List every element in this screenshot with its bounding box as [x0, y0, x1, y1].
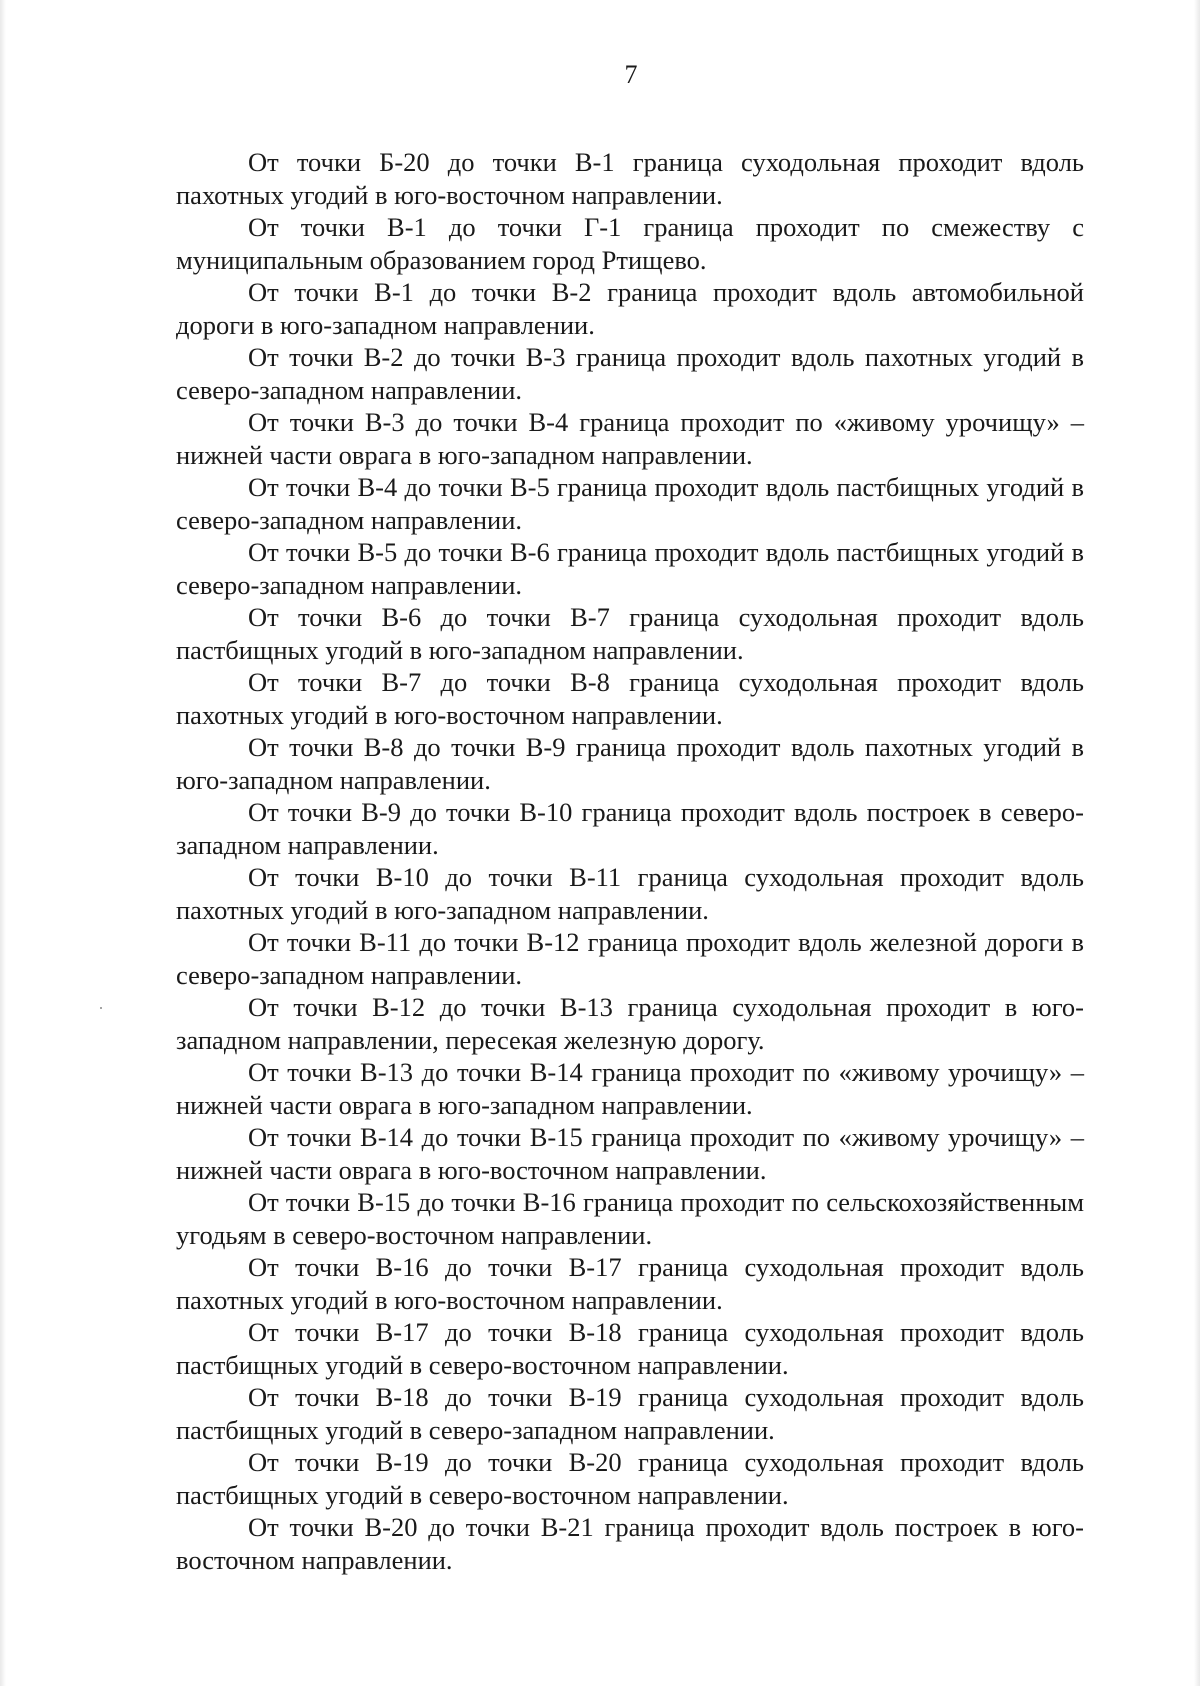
- boundary-paragraph-v20-v21: От точки В-20 до точки В-21 граница проходит вдоль построек в юго-восточном направлении.: [176, 1512, 1084, 1575]
- boundary-paragraph-v3-v4: От точки В-3 до точки В-4 граница проходит по «живому урочищу» – нижней части оврага в юго-западном направлении.: [176, 407, 1084, 470]
- boundary-paragraph-v1-v2: От точки В-1 до точки В-2 граница проходит вдоль автомобильной дороги в юго-западном направлении.: [176, 277, 1084, 340]
- boundary-paragraph-b20-v1: От точки Б-20 до точки В-1 граница суходольная проходит вдоль пахотных угодий в юго-восточном направлении.: [176, 147, 1084, 210]
- boundary-paragraph-v8-v9: От точки В-8 до точки В-9 граница проходит вдоль пахотных угодий в юго-западном направлении.: [176, 732, 1084, 795]
- boundary-paragraph-v6-v7: От точки В-6 до точки В-7 граница суходольная проходит вдоль пастбищных угодий в юго-западном направлении.: [176, 602, 1084, 665]
- boundary-paragraph-v10-v11: От точки В-10 до точки В-11 граница суходольная проходит вдоль пахотных угодий в юго-западном направлении.: [176, 862, 1084, 925]
- boundary-paragraph-v15-v16: От точки В-15 до точки В-16 граница проходит по сельскохозяйственным угодьям в северо-восточном направлении.: [176, 1187, 1084, 1250]
- page-number: 7: [624, 60, 638, 89]
- boundary-paragraph-v18-v19: От точки В-18 до точки В-19 граница суходольная проходит вдоль пастбищных угодий в северо-западном направлении.: [176, 1382, 1084, 1445]
- document-body: [176, 146, 1084, 1576]
- boundary-paragraph-v7-v8: От точки В-7 до точки В-8 граница суходольная проходит вдоль пахотных угодий в юго-восточном направлении.: [176, 667, 1084, 730]
- boundary-paragraph-v16-v17: От точки В-16 до точки В-17 граница суходольная проходит вдоль пахотных угодий в юго-восточном направлении.: [176, 1252, 1084, 1315]
- boundary-paragraph-v9-v10: От точки В-9 до точки В-10 граница проходит вдоль построек в северо-западном направлении.: [176, 797, 1084, 860]
- boundary-paragraph-v5-v6: От точки В-5 до точки В-6 граница проходит вдоль пастбищных угодий в северо-западном направлении.: [176, 537, 1084, 600]
- boundary-paragraph-v13-v14: От точки В-13 до точки В-14 граница проходит по «живому урочищу» – нижней части оврага в юго-западном направлении.: [176, 1057, 1084, 1120]
- boundary-paragraph-v1-g1: От точки В-1 до точки Г-1 граница проходит по смежеству с муниципальным образованием город Ртищево.: [176, 212, 1084, 275]
- boundary-paragraph-v19-v20: От точки В-19 до точки В-20 граница суходольная проходит вдоль пастбищных угодий в северо-восточном направлении.: [176, 1447, 1084, 1510]
- boundary-paragraph-v4-v5: От точки В-4 до точки В-5 граница проходит вдоль пастбищных угодий в северо-западном направлении.: [176, 472, 1084, 535]
- boundary-paragraph-v2-v3: От точки В-2 до точки В-3 граница проходит вдоль пахотных угодий в северо-западном направлении.: [176, 342, 1084, 405]
- page-edge-shadow-right: [1194, 0, 1200, 1686]
- boundary-paragraph-v17-v18: От точки В-17 до точки В-18 граница суходольная проходит вдоль пастбищных угодий в северо-восточном направлении.: [176, 1317, 1084, 1380]
- boundary-paragraph-v12-v13: От точки В-12 до точки В-13 граница суходольная проходит в юго-западном направлении, пересекая железную дорогу.: [176, 992, 1084, 1055]
- scan-speck: [100, 1007, 102, 1009]
- boundary-paragraph-v14-v15: От точки В-14 до точки В-15 граница проходит по «живому урочищу» – нижней части оврага в юго-восточном направлении.: [176, 1122, 1084, 1185]
- page-edge-shadow-left: [0, 0, 6, 1686]
- boundary-paragraph-v11-v12: От точки В-11 до точки В-12 граница проходит вдоль железной дороги в северо-западном направлении.: [176, 927, 1084, 990]
